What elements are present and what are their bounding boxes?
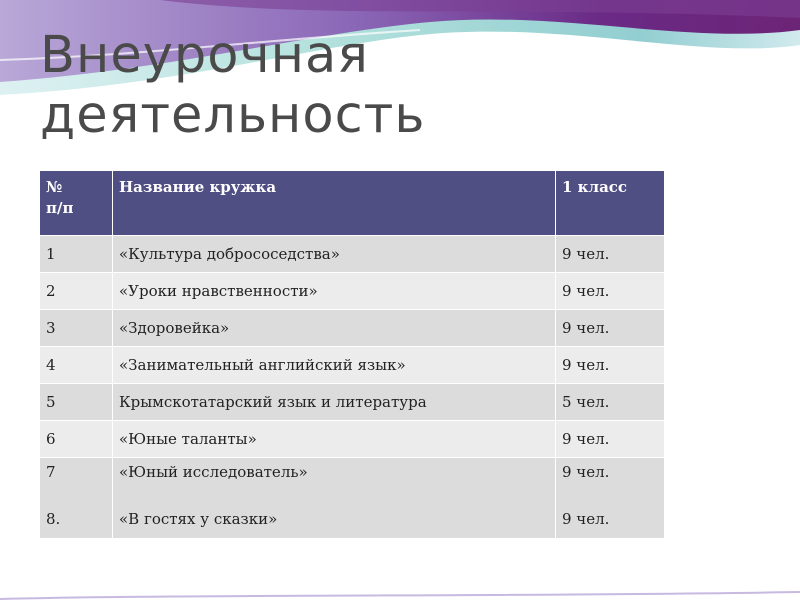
table-row — [40, 273, 665, 310]
row-number: 2 — [40, 273, 113, 310]
row-club-name: Крымскотатарский язык и литература — [113, 384, 556, 421]
row-number: 3 — [40, 310, 113, 347]
row-count-cell — [556, 458, 665, 539]
row-club-name-cell — [113, 458, 556, 539]
row-number: 6 — [40, 421, 113, 458]
header-number-line-1: № — [46, 178, 63, 196]
row-count: 9 чел. — [556, 310, 665, 347]
slide-title-line-2: деятельность — [40, 86, 426, 145]
row-count-8: 9 чел. — [562, 510, 610, 528]
table-row — [40, 384, 665, 421]
header-club-name: Название кружка — [113, 171, 556, 236]
row-count-7: 9 чел. — [562, 463, 610, 481]
row-club-name: «Культура добрососедства» — [113, 236, 556, 273]
row-count: 9 чел. — [556, 421, 665, 458]
table-header-row — [40, 171, 665, 236]
row-number: 4 — [40, 347, 113, 384]
row-club-name: «Уроки нравственности» — [113, 273, 556, 310]
row-count: 5 чел. — [556, 384, 665, 421]
row-club-name-7: «Юный исследователь» — [119, 463, 308, 481]
row-number: 1 — [40, 236, 113, 273]
row-count: 9 чел. — [556, 236, 665, 273]
table-row — [40, 310, 665, 347]
row-number-cell — [40, 458, 113, 539]
bottom-accent-line — [0, 588, 800, 600]
header-number — [40, 171, 113, 236]
row-number: 5 — [40, 384, 113, 421]
table-row — [40, 236, 665, 273]
row-club-name-8: «В гостях у сказки» — [119, 510, 278, 528]
header-number-line-2: п/п — [46, 199, 74, 217]
header-class: 1 класс — [556, 171, 665, 236]
row-club-name: «Юные таланты» — [113, 421, 556, 458]
row-club-name: «Здоровейка» — [113, 310, 556, 347]
row-number-7: 7 — [46, 463, 56, 481]
row-club-name: «Занимательный английский язык» — [113, 347, 556, 384]
slide-title-line-1: Внеурочная — [40, 26, 369, 85]
row-number-8: 8. — [46, 510, 61, 528]
table-row — [40, 347, 665, 384]
row-count: 9 чел. — [556, 347, 665, 384]
activities-table — [39, 170, 665, 539]
row-count: 9 чел. — [556, 273, 665, 310]
slide-title — [40, 26, 740, 146]
table-row — [40, 421, 665, 458]
table-row-combined — [40, 458, 665, 539]
